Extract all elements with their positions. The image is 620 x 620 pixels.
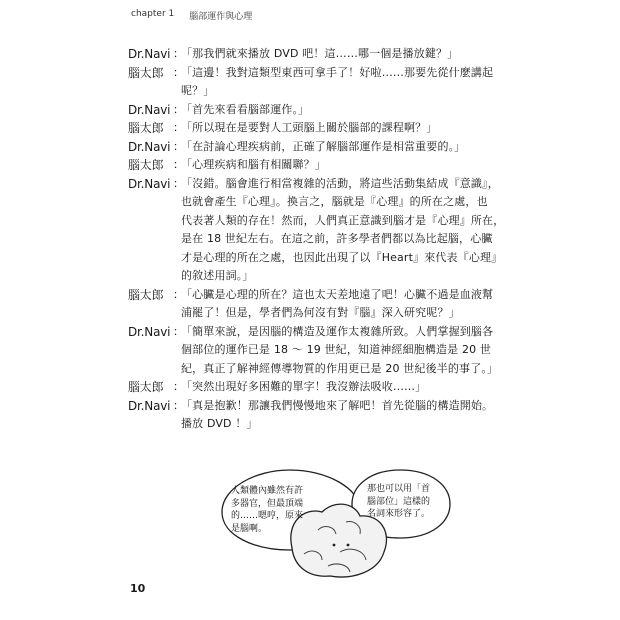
speaker-name: 腦太郎 [128,121,164,135]
speech-text: 「真是抱歉！那讓我們慢慢地來了解吧！首先從腦的構造開始。 播放 DVD ！」 [181,398,494,430]
chapter-title: 腦部運作與心理 [189,12,253,22]
speech-text: 「在討論心理疾病前，正確了解腦部運作是相當重要的。」 [181,139,466,153]
speaker-name: 腦太郎 [128,287,164,302]
speaker-name: Dr.Navi [128,102,171,117]
dialogue-line: Dr.Navi ： 「真是抱歉！那讓我們慢慢地來了解吧！首先從腦的構造開始。 播放 DVD ！」 [128,397,508,434]
speaker-name: Dr.Navi [128,47,171,61]
dialogue-line: 腦太郎 ： 「突然出現好多困難的單字！我沒辦法吸收……」 [128,378,508,397]
chapter-label: chapter 1 [131,9,175,19]
speaker-name: 腦太郎 [128,65,164,80]
speech-text: 「沒錯。腦會進行相當複雜的活動，將這些活動集結成『意識』， 也就會產生『心理』。換言之，腦就是『心理』的所在之處，也 代表著人類的存在！然而，人們真正意識到腦才是『心理』所在， 是在 18 世紀左右。在這之前，許多學者們都以為比起腦，心臟 才是心理的所在之處，也因此出現了以『Heart』來代表『心理』 的敘述用詞。」 [181,176,505,282]
dialogue-line: Dr.Navi ： 「首先來看看腦部運作。」 [128,101,508,120]
brain-character-illustration [190,460,490,610]
speech-text: 「那我們就來播放 DVD 吧！這……哪一個是播放鍵？」 [181,47,459,60]
page-number: 10 [130,582,146,595]
dialogue-line: 腦太郎 ： 「這邊！我對這類型東西可拿手了！好啦……那要先從什麼講起 呢？」 [128,64,508,101]
speech-text: 「所以現在是要對人工頭腦上關於腦部的課程啊？」 [181,121,438,134]
running-head [131,9,252,22]
speech-text: 「簡單來說，是因腦的構造及運作太複雜所致。人們掌握到腦各 個部位的運作已是 18 ～ 19 世紀，知道神經細胞構造是 20 世 紀，真正了解神經傳導物質的作用更已是 20 世紀後半的事了。」 [181,324,499,375]
dialogue-line: Dr.Navi ： 「沒錯。腦會進行相當複雜的活動，將這些活動集結成『意識』， 也就會產生『心理』。換言之，腦就是『心理』的所在之處，也 代表著人類的存在！然而，人們真正意識到腦才是『心理』所在， 是在 18 世紀左右。在這之前，許多學者們都以為比起腦，心臟 才是心理的所在之處，也因此出現了以『Heart』來代表『心理』 的敘述用詞。」 [128,175,508,286]
dialogue-line: 腦太郎 ： 「心理疾病和腦有相關聯？」 [128,156,508,175]
speaker-name: 腦太郎 [128,380,164,394]
dialogue-line: Dr.Navi ： 「那我們就來播放 DVD 吧！這……哪一個是播放鍵？」 [128,45,508,64]
speech-text: 「首先來看看腦部運作。」 [181,102,310,116]
speech-text: 「突然出現好多困難的單字！我沒辦法吸收……」 [181,380,427,393]
dialogue-block [128,45,508,434]
speaker-name: Dr.Navi [128,176,171,191]
brain-eye [333,544,336,547]
speech-text: 「心臟是心理的所在？這也太天差地遠了吧！心臟不過是血液幫 浦罷了！但是，學者們為何沒有對『腦』深入研究呢？」 [181,287,494,319]
dialogue-line: 腦太郎 ： 「心臟是心理的所在？這也太天差地遠了吧！心臟不過是血液幫 浦罷了！但是，學者們為何沒有對『腦』深入研究呢？」 [128,286,508,323]
bubble-text-right: 那也可以用「首 腦部位」這樣的 名詞來形容了。 [367,484,431,519]
speaker-name: 腦太郎 [128,158,164,172]
speaker-name: Dr.Navi [128,139,171,154]
speaker-name: Dr.Navi [128,324,171,339]
dialogue-line: 腦太郎 ： 「所以現在是要對人工頭腦上關於腦部的課程啊？」 [128,119,508,138]
dialogue-line: Dr.Navi ： 「簡單來說，是因腦的構造及運作太複雜所致。人們掌握到腦各 個部位的運作已是 18 ～ 19 世紀，知道神經細胞構造是 20 世 紀，真正了解神經傳導物質的作用更已是 20 世紀後半的事了。」 [128,323,508,379]
brain-eye [347,544,350,547]
bubble-text-left: 人類體內雖然有許 多器官，但最頂端 的……嗯哼，原來 是腦啊。 [231,486,304,534]
speech-text: 「心理疾病和腦有相關聯？」 [181,158,326,171]
dialogue-line: Dr.Navi ： 「在討論心理疾病前，正確了解腦部運作是相當重要的。」 [128,138,508,157]
speech-text: 「這邊！我對這類型東西可拿手了！好啦……那要先從什麼講起 呢？」 [181,65,494,97]
speaker-name: Dr.Navi [128,398,171,413]
